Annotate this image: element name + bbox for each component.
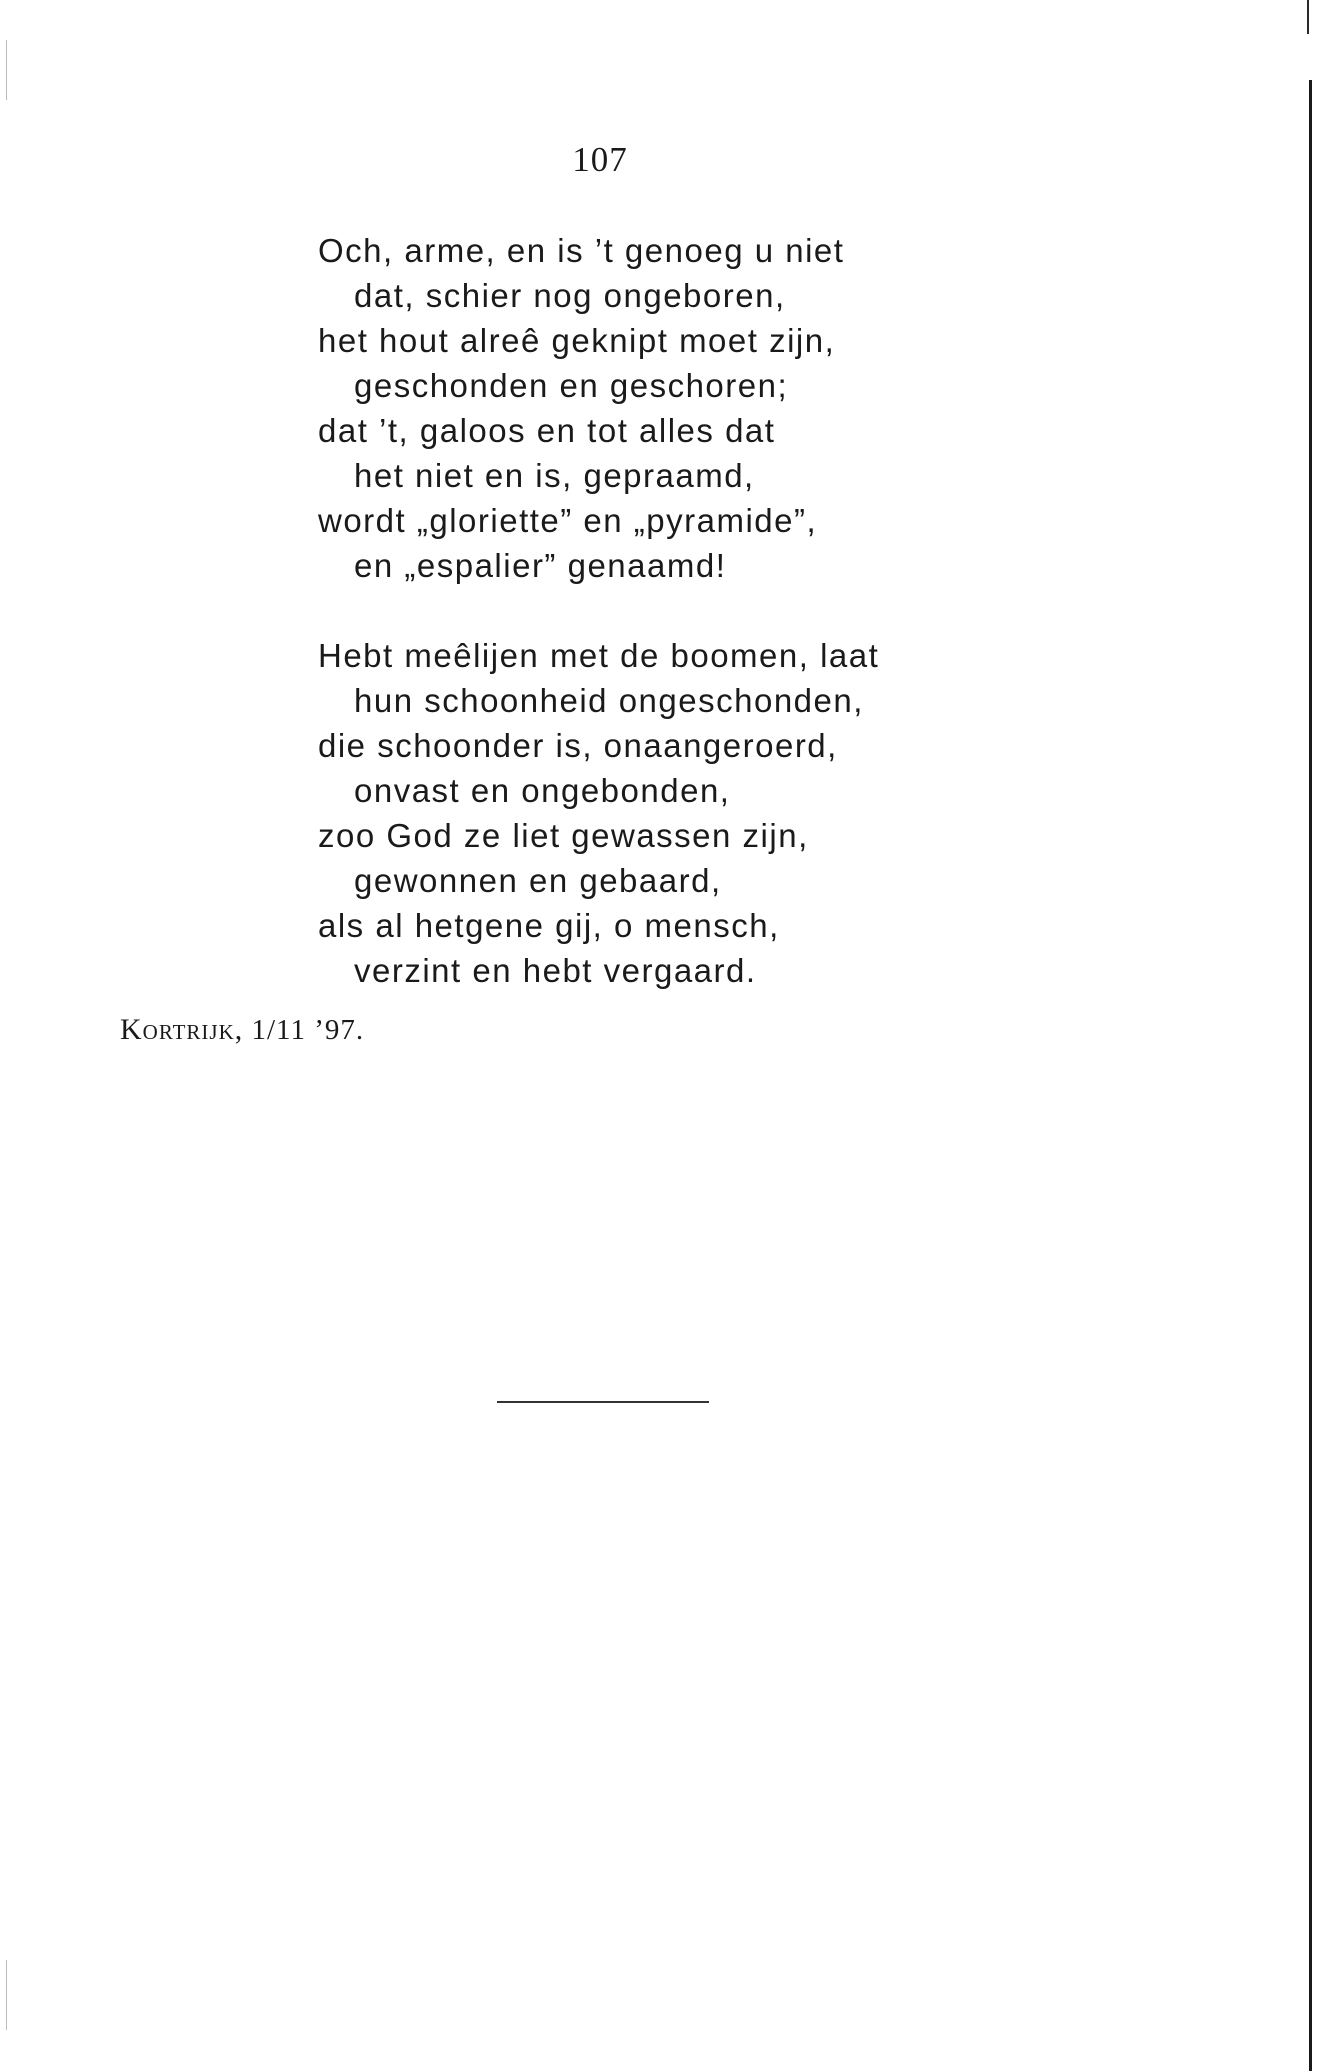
poem-line: die schoonder is, onaangeroerd, xyxy=(318,727,838,764)
poem-line: en „espalier” genaamd! xyxy=(354,547,727,584)
poem-line: dat, schier nog ongeboren, xyxy=(354,277,786,314)
poem-line: het niet en is, gepraamd, xyxy=(354,457,755,494)
place-name: Kortrijk, xyxy=(120,1013,244,1046)
page-number: 107 xyxy=(572,140,628,179)
date: 1/11 ’97. xyxy=(251,1014,365,1046)
poem-line: Och, arme, en is ’t genoeg u niet xyxy=(318,232,845,269)
poem-line: onvast en ongebonden, xyxy=(354,772,731,809)
stanza-1 xyxy=(318,228,844,588)
poem-line: dat ’t, galoos en tot alles dat xyxy=(318,412,776,449)
poem-line: wordt „gloriette” en „pyramide”, xyxy=(318,502,818,539)
place-date xyxy=(120,1013,364,1047)
end-rule xyxy=(497,1401,709,1403)
poem-line: als al hetgene gij, o mensch, xyxy=(318,907,780,944)
poem-line: het hout alreê geknipt moet zijn, xyxy=(318,322,836,359)
page-edge-top xyxy=(1307,0,1309,34)
poem-line: zoo God ze liet gewassen zijn, xyxy=(318,817,809,854)
poem-line: hun schoonheid ongeschonden, xyxy=(354,682,864,719)
scan-speck xyxy=(6,1960,7,2030)
poem-line: gewonnen en gebaard, xyxy=(354,862,722,899)
poem-line: verzint en hebt vergaard. xyxy=(354,952,757,989)
poem-line: geschonden en geschoren; xyxy=(354,367,789,404)
poem-line: Hebt meêlijen met de boomen, laat xyxy=(318,637,880,674)
scan-speck xyxy=(6,40,7,100)
stanza-2 xyxy=(318,633,879,993)
page-edge xyxy=(1309,80,1312,2071)
